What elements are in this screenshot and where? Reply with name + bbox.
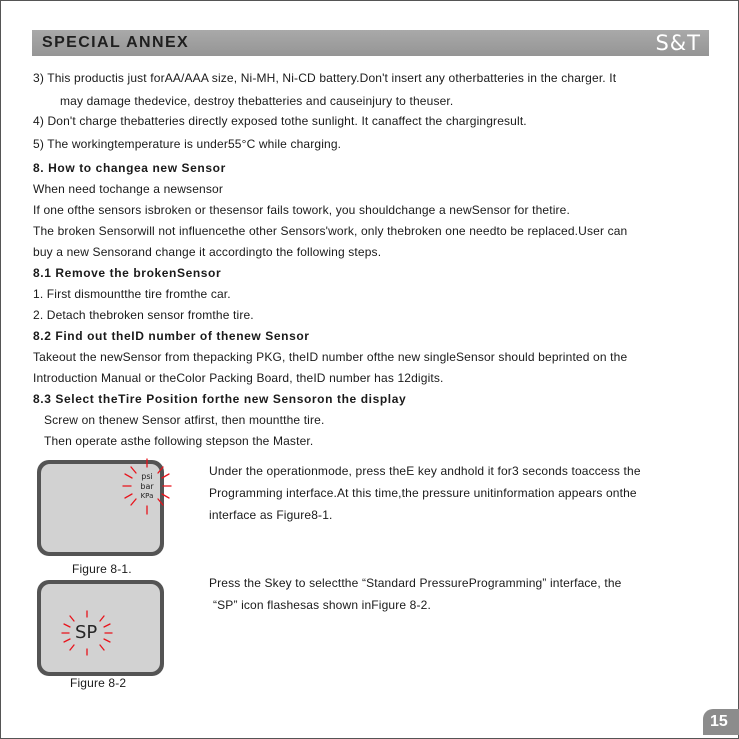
- section-8-2-line-1: Takeout the newSensor from thepacking PKG, theID number ofthe new singleSensor should beprinted on the: [33, 350, 628, 364]
- section-8-1-step-2: 2. Detach thebroken sensor fromthe tire.: [33, 308, 254, 322]
- section-8-1-step-1: 1. First dismountthe tire fromthe car.: [33, 287, 231, 301]
- page-number-badge: [703, 709, 739, 735]
- brand-logo: S&T: [655, 31, 701, 55]
- note-5: 5) The workingtemperature is under55°C while charging.: [33, 137, 342, 151]
- unit-kpa: KPa: [140, 492, 154, 500]
- unit-psi: psi: [141, 472, 153, 481]
- note-4: 4) Don't charge thebatteries directly exposed tothe sunlight. It canaffect the chargingresult.: [33, 114, 527, 128]
- section-8-3-heading: 8.3 Select theTire Position forthe new Sensoron the display: [33, 392, 407, 406]
- section-8-para-3-line-1: The broken Sensorwill not influencethe other Sensors'work, only thebroken one needto be replaced.User can: [33, 224, 628, 238]
- figure-2-text-line-2: “SP” icon flashesas shown inFigure 8-2.: [213, 598, 431, 612]
- section-8-para-1: When need tochange a newsensor: [33, 182, 223, 196]
- figure-1-text-line-3: interface as Figure8-1.: [209, 508, 333, 522]
- figure-8-1-caption: Figure 8-1.: [72, 562, 132, 576]
- section-8-para-2: If one ofthe sensors isbroken or thesensor fails towork, you shouldchange a newSensor for thetire.: [33, 203, 570, 217]
- section-8-2-heading: 8.2 Find out theID number of thenew Sensor: [33, 329, 310, 343]
- page-number: 15: [710, 713, 728, 730]
- note-3-line-1: 3) This productis just forAA/AAA size, Ni-MH, Ni-CD battery.Don't insert any otherbatteries in the charger. It: [33, 71, 617, 85]
- header-title: SPECIAL ANNEX: [42, 34, 190, 51]
- section-8-para-3-line-2: buy a new Sensorand change it accordingto the following steps.: [33, 245, 382, 259]
- figure-1-text-line-1: Under the operationmode, press theE key andhold it for3 seconds toaccess the: [209, 464, 641, 478]
- section-8-3-line-2: Then operate asthe following stepson the Master.: [44, 434, 314, 448]
- section-8-1-heading: 8.1 Remove the brokenSensor: [33, 266, 222, 280]
- header-bar: [32, 30, 709, 56]
- figure-1-text-line-2: Programming interface.At this time,the pressure unitinformation appears onthe: [209, 486, 637, 500]
- section-8-heading: 8. How to changea new Sensor: [33, 161, 226, 175]
- note-3-line-2: may damage thedevice, destroy thebatteries and causeinjury to theuser.: [60, 94, 454, 108]
- section-8-2-line-2: Introduction Manual or theColor Packing Board, theID number has 12digits.: [33, 371, 444, 385]
- sp-icon-text: SP: [75, 622, 98, 643]
- figure-2-text-line-1: Press the Skey to selectthe “Standard PressureProgramming” interface, the: [209, 576, 622, 590]
- unit-bar: bar: [140, 482, 154, 491]
- figure-8-2-caption: Figure 8-2: [70, 676, 127, 690]
- section-8-3-line-1: Screw on thenew Sensor atfirst, then mountthe tire.: [44, 413, 325, 427]
